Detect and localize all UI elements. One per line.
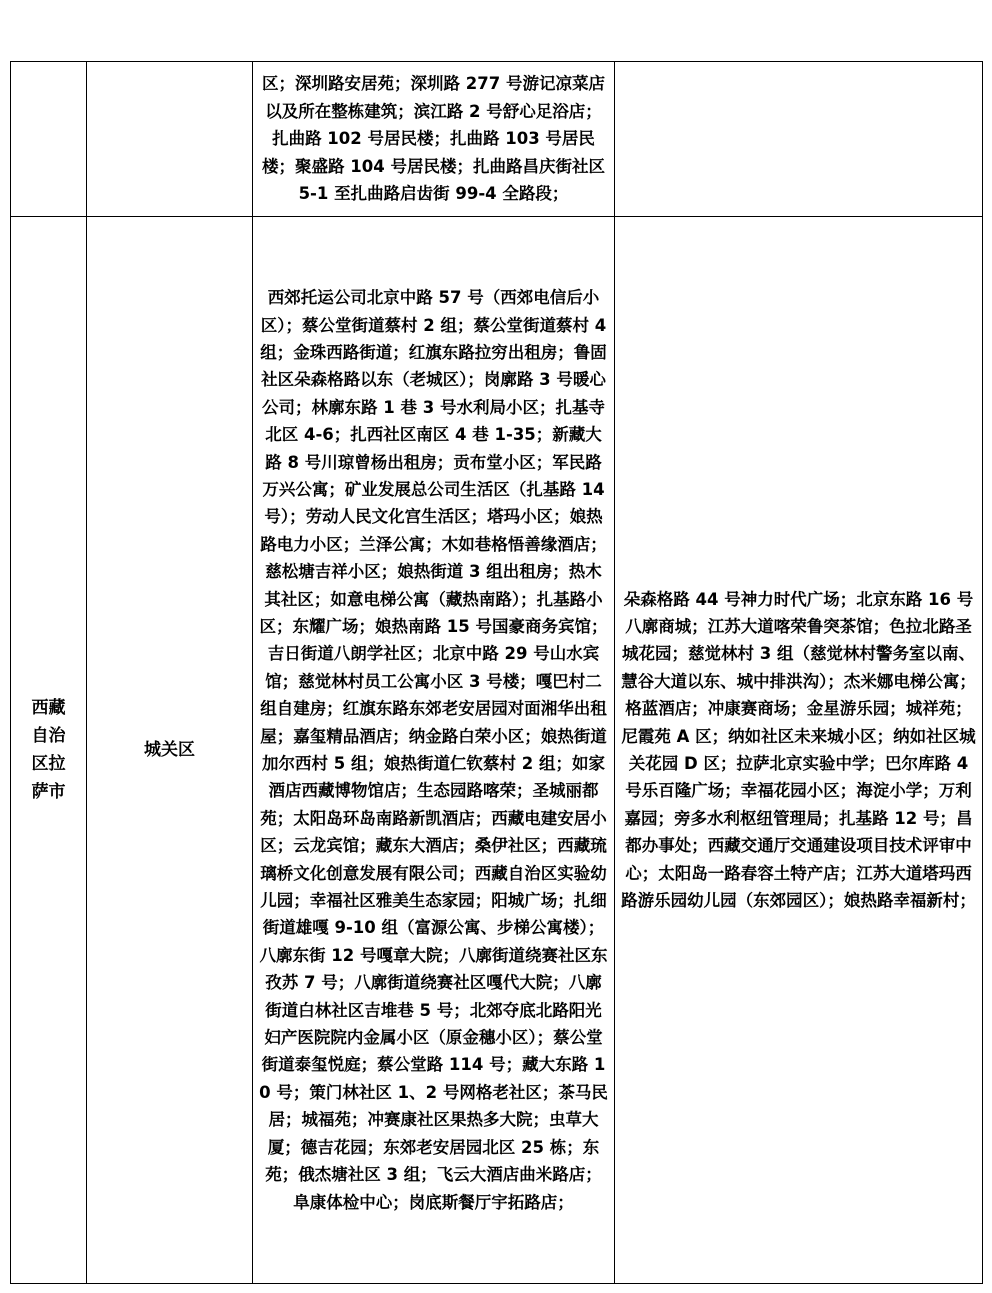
city-name: 西藏自治区拉萨市 — [31, 698, 66, 802]
areas-cell — [253, 217, 615, 1284]
city-cell — [11, 217, 87, 1284]
table-row — [11, 217, 983, 1284]
district-name: 城关区 — [144, 739, 195, 760]
table-row — [11, 62, 983, 217]
city-cell — [11, 62, 87, 217]
other-areas-cell — [615, 217, 983, 1284]
other-areas-text: 朵森格路 44 号神力时代广场；北京东路 16 号八廓商城；江苏大道喀荣鲁突茶馆；色拉北路圣城花园；慈觉林村 3 组（慈觉林村警务室以南、慧谷大道以东、城中排洪沟）；杰米娜电梯公寓；格蓝酒店；冲康赛商场；金星游乐园；城祥苑；尼霞苑 A 区；纳如社区未来城小区；纳如社区城关花园 D 区；拉萨北京实验中学；巴尔库路 4 号乐百隆广场；幸福花园小区；海淀小学；万利嘉园；旁多水利枢纽管理局；扎基路 12 号；昌都办事处；西藏交通厅交通建设项目技术评审中心；太阳岛一路春容土特产店；江苏大道塔玛西路游乐园幼儿园（东郊园区）；娘热路幸福新村； — [621, 589, 976, 911]
area-table — [10, 61, 983, 1284]
district-cell — [87, 62, 253, 217]
other-areas-cell — [615, 62, 983, 217]
areas-cell — [253, 62, 615, 217]
areas-text: 西郊托运公司北京中路 57 号（西郊电信后小区）；蔡公堂街道蔡村 2 组；蔡公堂街道蔡村 4 组；金珠西路街道；红旗东路拉穷出租房；鲁固社区朵森格路以东（老城区）；岗廓路 3 号暖心公司；林廓东路 1 巷 3 号水利局小区；扎基寺北区 4-6；扎西社区南区 4 巷 1-35；新藏大路 8 号川琼曾杨出租房；贡布堂小区；军民路万兴公寓；矿业发展总公司生活区（扎基路 14 号）；劳动人民文化宫生活区；塔玛小区；娘热路电力小区；兰泽公寓；木如巷格悟善缘酒店；慈松塘吉祥小区；娘热街道 3 组出租房；热木其社区；如意电梯公寓（藏热南路）；扎基路小区；东耀广场；娘热南路 15 号国豪商务宾馆；吉日街道八朗学社区；北京中路 29 号山水宾馆；慈觉林村员工公寓小区 3 号楼；嘎巴村二组自建房；红旗东路东郊老安居园对面湘华出租屋；嘉玺精品酒店；纳金路白荣小区；娘热街道加尔西村 5 组；娘热街道仁钦蔡村 2 组；如家酒店西藏博物馆店；生态园路喀荣；圣城丽都苑；太阳岛环岛南路新凯酒店；西藏电建安居小区；云龙宾馆；藏东大酒店；桑伊社区；西藏琉璃桥文化创意发展有限公司；西藏自治区实验幼儿园；幸福社区雅美生态家园；阳城广场；扎细街道雄嘎 9-10 组（富源公寓、步梯公寓楼）；八廓东街 12 号嘎章大院；八廓街道绕赛社区东孜苏 7 号；八廓街道绕赛社区嘎代大院；八廓街道白林社区吉堆巷 5 号；北郊夺底北路阳光妇产医院院内金属小区（原金穗小区）；蔡公堂街道泰玺悦庭；蔡公堂路 114 号；藏大东路 10 号；策门林社区 1、2 号网格老社区；茶马民居；城福苑；冲赛康社区果热多大院；虫草大厦；德吉花园；东郊老安居园北区 25 栋；东苑；俄杰塘社区 3 组；飞云大酒店曲米路店；阜康体检中心；岗底斯餐厅宇拓路店； — [259, 288, 608, 1212]
district-cell — [87, 217, 253, 1284]
areas-text: 区；深圳路安居苑；深圳路 277 号游记凉菜店以及所在整栋建筑；滨江路 2 号舒心足浴店；扎曲路 102 号居民楼；扎曲路 103 号居民楼；聚盛路 104 号居民楼；扎曲路昌庆街社区 5-1 至扎曲路启齿街 99-4 全路段； — [262, 74, 605, 204]
